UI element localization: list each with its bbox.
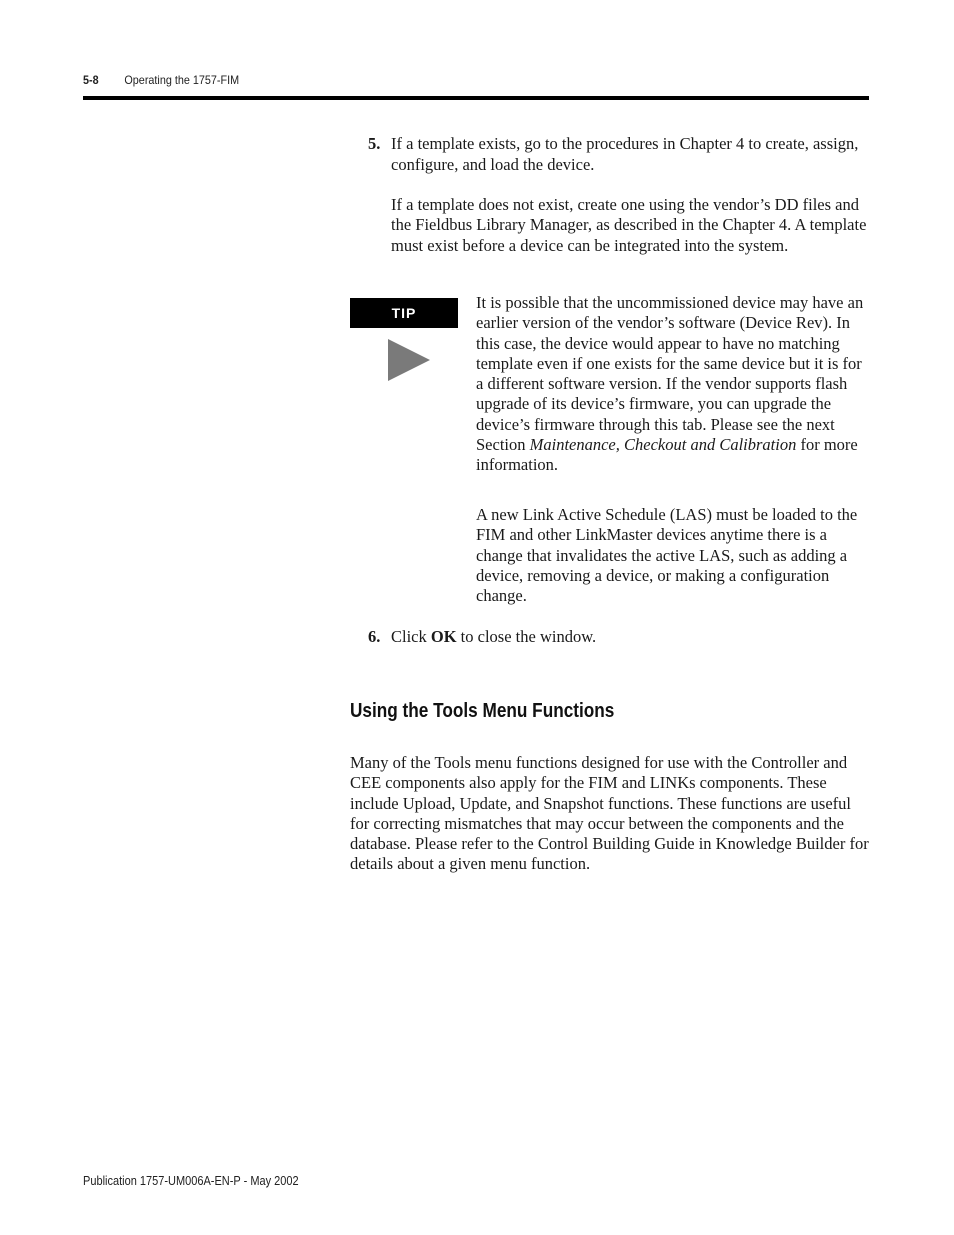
page-header <box>83 73 240 87</box>
section-reference: Maintenance, Checkout and Calibration <box>529 435 797 455</box>
step-number: 6. <box>368 627 381 646</box>
step-number: 5. <box>368 134 381 153</box>
section-heading: Using the Tools Menu Functions <box>350 700 615 722</box>
page-footer: Publication 1757-UM006A-EN-P - May 2002 <box>83 1174 299 1188</box>
running-title: Operating the 1757-FIM <box>124 73 240 87</box>
tip-text-end: for more information. <box>476 435 858 475</box>
step-text-end: to close the window. <box>456 627 597 646</box>
tip-label: TIP <box>350 298 458 328</box>
tip-paragraph-2: A new Link Active Schedule (LAS) must be loaded to the FIM and other LinkMaster devices anytime there is a change that invalidates the active LAS, such as adding a device, removing a device, or making a configuration change. <box>476 505 858 606</box>
ok-label: OK <box>430 627 457 646</box>
step-text <box>391 627 869 648</box>
header-rule <box>83 96 869 100</box>
tip-paragraph-1 <box>476 293 869 476</box>
play-arrow-icon <box>388 339 430 381</box>
step-text: If a template exists, go to the procedures in Chapter 4 to create, assign, configure, and load the device. <box>391 134 859 174</box>
step-text-start: Click <box>391 627 431 646</box>
page-number: 5-8 <box>83 73 99 87</box>
step-5-followup: If a template does not exist, create one using the vendor’s DD files and the Fieldbus Library Manager, as described in the Chapter 4. A template must exist before a device can be integrated into the system. <box>391 195 867 255</box>
section-body: Many of the Tools menu functions designed for use with the Controller and CEE components also apply for the FIM and LINKs components. These include Upload, Update, and Snapshot functions. These functions are useful for correcting mismatches that may occur between the components and the database. Please refer to the Control Building Guide in Knowledge Builder for details about a given menu function. <box>350 753 869 874</box>
tip-text: It is possible that the uncommissioned device may have an earlier version of the vendor’s software (Device Rev). In this case, the device would appear to have no matching template even if one exists for the same device but it is for a different software version. If the vendor supports flash upgrade of its device’s firmware, you can upgrade the device’s firmware through this tab. Please see the next Section <box>476 293 864 455</box>
